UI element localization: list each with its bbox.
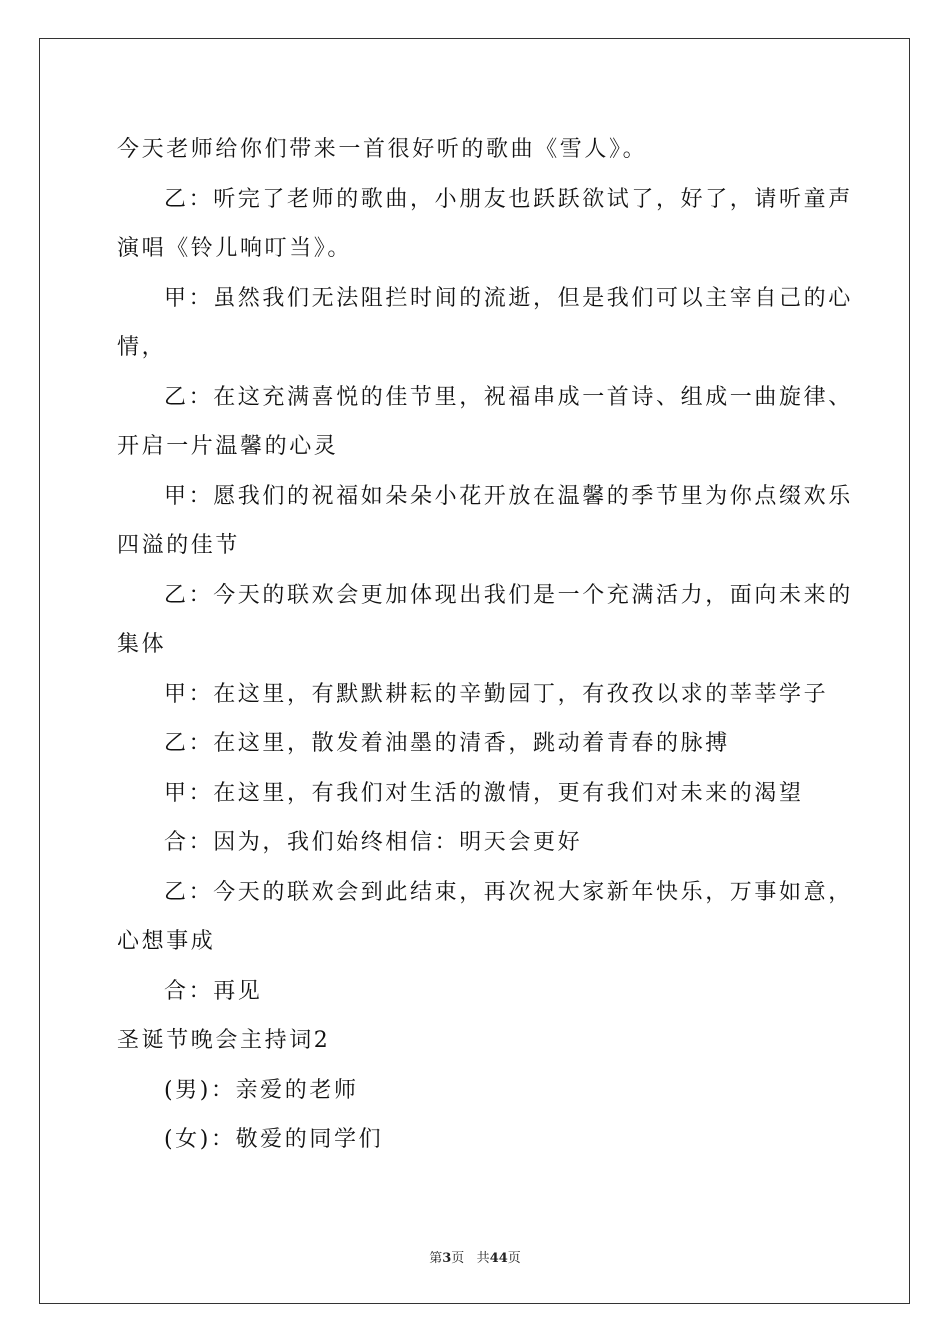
text-line: 甲：虽然我们无法阻拦时间的流逝，但是我们可以主宰自己的心 (164, 285, 853, 311)
text-line: 甲：愿我们的祝福如朵朵小花开放在温馨的季节里为你点缀欢乐 (164, 483, 853, 509)
text-line: 合：再见 (164, 978, 263, 1004)
text-line: 集体 (117, 632, 167, 657)
page-footer (0, 1247, 950, 1266)
text-line: 乙：在这充满喜悦的佳节里，祝福串成一首诗、组成一曲旋律、 (164, 384, 853, 410)
text-line: (男)：亲爱的老师 (164, 1077, 359, 1103)
text-line: 合：因为，我们始终相信：明天会更好 (164, 830, 583, 855)
total-pages: 44 (489, 1251, 508, 1266)
text-line: 情， (117, 335, 167, 360)
section-heading: 圣诞节晚会主持词2 (117, 1028, 331, 1053)
text-line: 演唱《铃儿响叮当》。 (117, 236, 353, 261)
text-line: 今天老师给你们带来一首很好听的歌曲《雪人》。 (117, 137, 648, 162)
total-prefix: 共 (476, 1251, 490, 1266)
total-suffix: 页 (507, 1251, 521, 1266)
text-line: 甲：在这里，有默默耕耘的辛勤园丁，有孜孜以求的莘莘学子 (164, 681, 829, 707)
text-line: 开启一片温馨的心灵 (117, 434, 339, 459)
page-prefix: 第 (429, 1251, 443, 1266)
text-line: 乙：今天的联欢会更加体现出我们是一个充满活力，面向未来的 (164, 582, 853, 608)
text-line: 乙：今天的联欢会到此结束，再次祝大家新年快乐，万事如意， (164, 879, 853, 905)
page-number: 3 (442, 1251, 452, 1266)
text-line: 四溢的佳节 (117, 533, 241, 558)
text-line: 甲：在这里，有我们对生活的激情，更有我们对未来的渴望 (164, 780, 804, 806)
text-line: 心想事成 (117, 929, 216, 954)
document-body (117, 125, 853, 1165)
text-line: (女)：敬爱的同学们 (164, 1127, 384, 1152)
page-suffix: 页 (451, 1251, 465, 1266)
text-line: 乙：在这里，散发着油墨的清香，跳动着青春的脉搏 (164, 731, 730, 756)
text-line: 乙：听完了老师的歌曲，小朋友也跃跃欲试了，好了，请听童声 (164, 186, 853, 212)
